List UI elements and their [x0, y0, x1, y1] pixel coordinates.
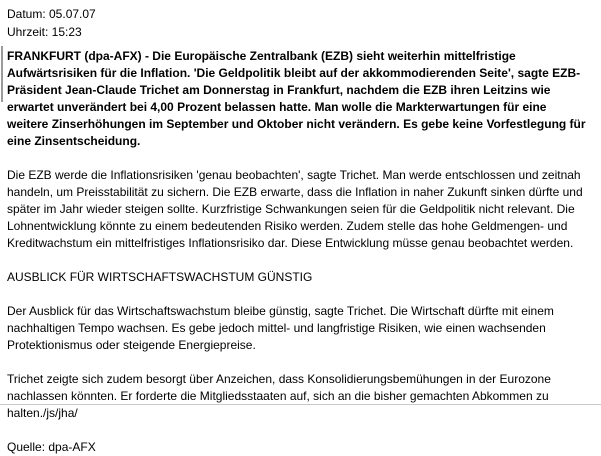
lead-paragraph: FRANKFURT (dpa-AFX) - Die Europäische Zentralbank (EZB) sieht weiterhin mittelfristige Aufwärtsrisiken für die Inflation. 'Die Geldpolitik bleibt auf der akkommodierenden Seite', sagte EZB-Präsident Jean-Claude Trichet am Donnerstag in Frankfurt, nachdem die EZB ihren Leitzins wie erwartet unverändert bei 4,00 Prozent belassen hatte. Man wolle die Markterwartungen für eine weitere Zinserhöhungen im September und Oktober nicht verändern. Es gebe keine Vorfestlegung für eine Zinsentscheidung.: [7, 49, 586, 148]
source-line: Quelle: dpa-AFX: [7, 440, 96, 454]
date-line: Datum: 05.07.07: [7, 7, 96, 21]
left-edge-line: [1, 46, 3, 102]
body-paragraph-3: Trichet zeigte sich zudem besorgt über Anzeichen, dass Konsolidierungsbemühungen in der Eurozone nachlassen könnten. Er forderte die Mitgliedsstaaten auf, sich an die bisher gemachten Abkommen zu halten./js/jha/: [7, 372, 551, 420]
body-paragraph-1: Die EZB werde die Inflationsrisiken 'genau beobachten', sagte Trichet. Man werde entschlossen und zeitnah handeln, um Preisstabilität zu sichern. Die EZB erwarte, dass die Inflation in naher Zukunft sinken dürfte und später im Jahr wieder steigen sollte. Kurzfristige Schwankungen seien für die Geldpolitik nicht relevant. Die Lohnentwicklung könnte zu einem bedeutenden Risiko werden. Zudem stelle das hohe Geldmengen- und Kreditwachstum ein mittelfristiges Inflationsrisiko dar. Diese Entwicklung müsse genau beobachtet werden.: [7, 168, 583, 250]
time-line: Uhrzeit: 15:23: [7, 25, 82, 39]
bottom-divider: [0, 404, 601, 405]
section-heading: AUSBLICK FÜR WIRTSCHAFTSWACHSTUM GÜNSTIG: [7, 270, 313, 284]
article-meta: [7, 5, 589, 41]
body-paragraph-2: Der Ausblick für das Wirtschaftswachstum bleibe günstig, sagte Trichet. Die Wirtschaft dürfte mit einem nachhaltigen Tempo wachsen. Es gebe jedoch mittel- und langfristige Risiken, wie einen wachsenden Protektionismus oder steigende Energiepreise.: [7, 304, 554, 352]
